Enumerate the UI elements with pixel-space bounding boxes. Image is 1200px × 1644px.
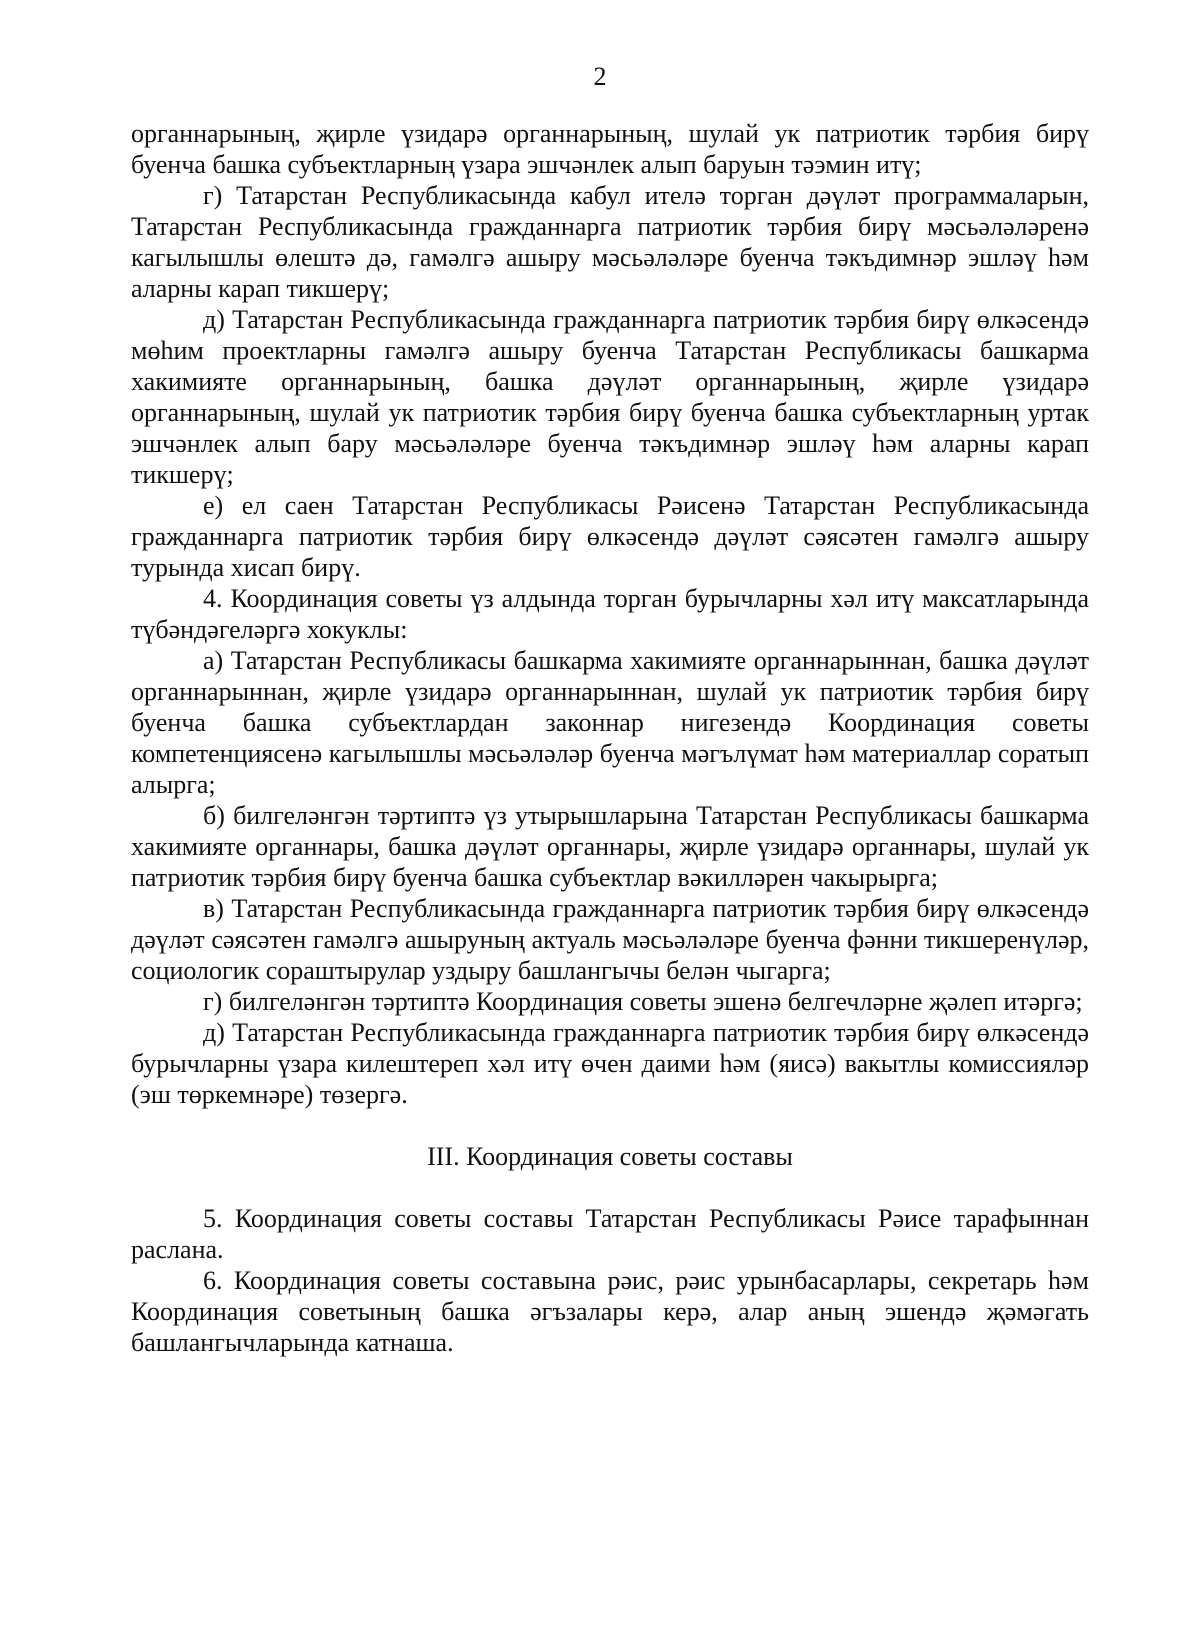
page-number: 2 (593, 62, 607, 91)
paragraph: г) Татарстан Республикасында кабул ителә торган дәүләт программаларын, Татарстан Республикасында гражданнарга патриотик тәрбия бирү мәсьәләләренә кагылышлы өлештә дә, гамәлгә ашыру мәсьәләләре буенча тәкъдимнәр эшләү һәм аларны карап тикшерү; (131, 181, 1089, 303)
paragraph: д) Татарстан Республикасында гражданнарга патриотик тәрбия бирү өлкәсендә бурычларны үзара килештереп хәл итү өчен даими һәм (яисә) вакытлы комиссияләр (эш төркемнәре) төзергә. (131, 1018, 1089, 1109)
section-heading: III. Координация советы составы (427, 1142, 793, 1171)
paragraph: б) билгеләнгән тәртиптә үз утырышларына Татарстан Республикасы башкарма хакимияте органнары, башка дәүләт органнары, җирле үзидарә органнары, шулай ук патриотик тәрбия бирү буенча башка субъектлар вәкилләрен чакырырга; (131, 801, 1089, 892)
paragraph: в) Татарстан Республикасында гражданнарга патриотик тәрбия бирү өлкәсендә дәүләт сәясәтен гамәлгә ашыруның актуаль мәсьәләләре буенча фәнни тикшеренүләр, социологик сораштырулар уздыру башлангычы белән чыгарга; (131, 894, 1089, 985)
paragraph: 6. Координация советы составына рәис, рәис урынбасарлары, секретарь һәм Координация советының башка әгъзалары керә, алар аның эшендә җәмәгать башлангычларында катнаша. (131, 1266, 1089, 1357)
paragraph: г) билгеләнгән тәртиптә Координация советы эшенә белгечләрне җәлеп итәргә; (203, 987, 1083, 1016)
paragraphs-part-1 (131, 118, 1089, 1110)
paragraph: а) Татарстан Республикасы башкарма хакимияте органнарыннан, башка дәүләт органнарыннан, җирле үзидарә органнарыннан, шулай ук патриотик тәрбия бирү буенча башка субъектлардан законнар нигезендә Координация советы компетенциясенә кагылышлы мәсьәләләр буенча мәгълүмат һәм материаллар соратып алырга; (131, 646, 1089, 799)
paragraphs-part-2 (131, 1203, 1089, 1358)
paragraph: е) ел саен Татарстан Республикасы Рәисенә Татарстан Республикасында гражданнарга патриотик тәрбия бирү өлкәсендә дәүләт сәясәтен гамәлгә ашыру турында хисап бирү. (131, 491, 1089, 582)
paragraph: органнарының, җирле үзидарә органнарының, шулай ук патриотик тәрбия бирү буенча башка субъектларның үзара эшчәнлек алып баруын тәэмин итү; (131, 119, 1089, 179)
document-body (131, 118, 1089, 1358)
paragraph: д) Татарстан Республикасында гражданнарга патриотик тәрбия бирү өлкәсендә мөһим проектларны гамәлгә ашыру буенча Татарстан Республикасы башкарма хакимияте органнарының, башка дәүләт органнарының, җирле үзидарә органнарының, шулай ук патриотик тәрбия бирү буенча башка субъектларның уртак эшчәнлек алып бару мәсьәләләре буенча тәкъдимнәр эшләү һәм аларны карап тикшерү; (131, 305, 1089, 489)
paragraph: 5. Координация советы составы Татарстан Республикасы Рәисе тарафыннан раслана. (131, 1204, 1089, 1264)
paragraph: 4. Координация советы үз алдында торган бурычларны хәл итү максатларында түбәндәгеләргә хокуклы: (131, 584, 1089, 644)
